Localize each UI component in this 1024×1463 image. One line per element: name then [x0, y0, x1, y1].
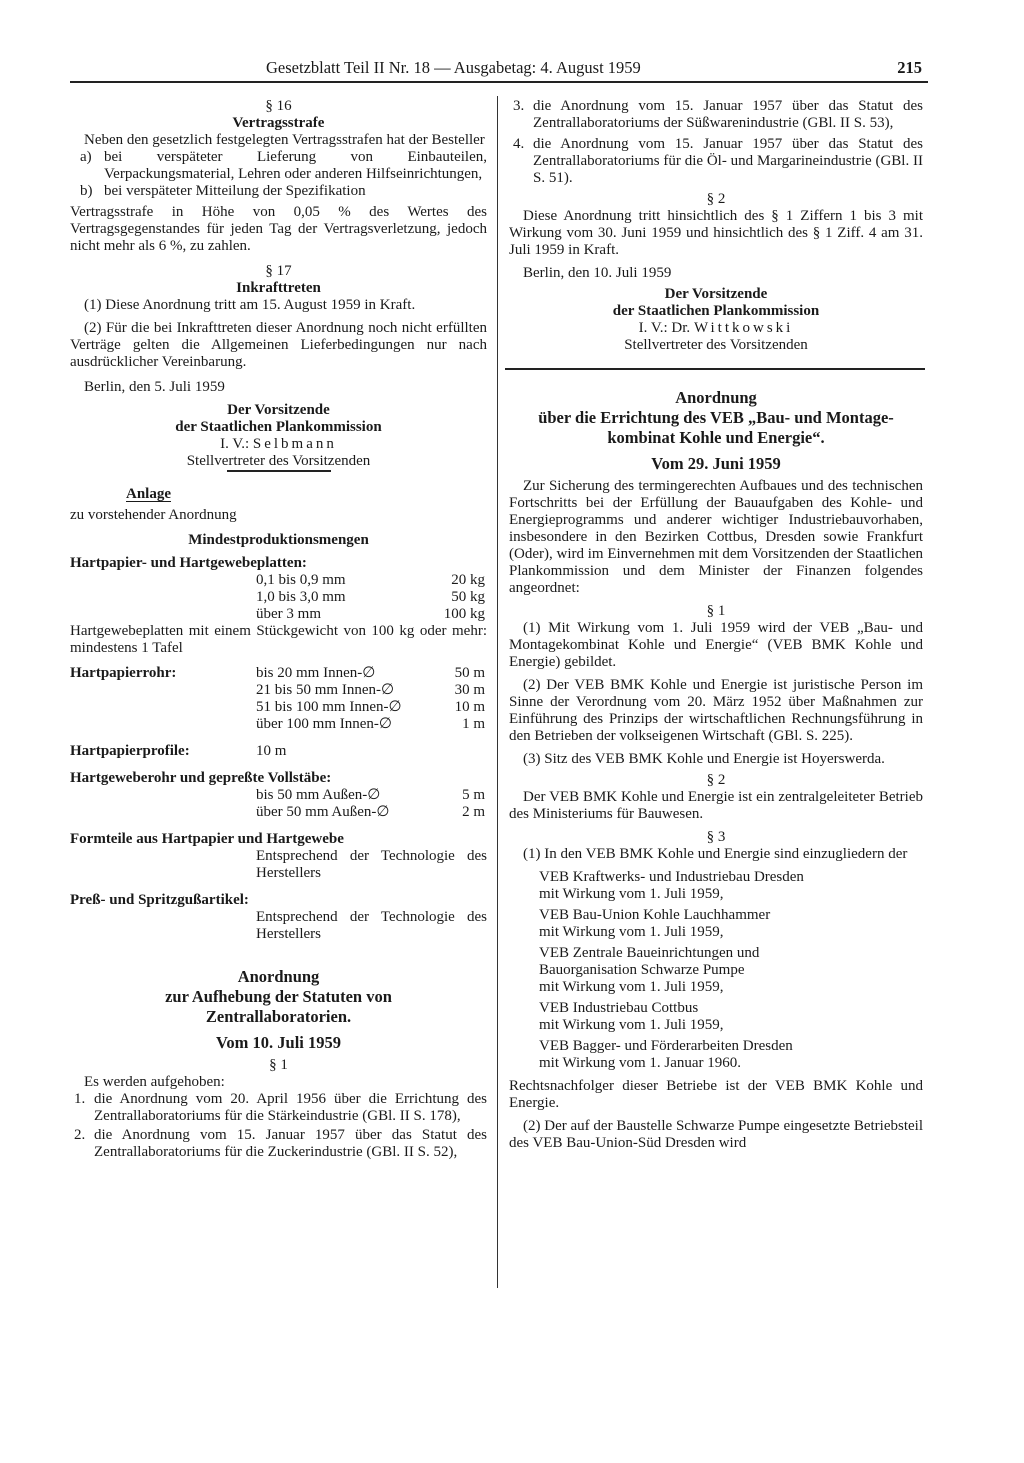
paragraph: Es werden aufgehoben: [84, 1074, 225, 1090]
company-name: VEB Bau-Union Kohle Lauchhammer [539, 907, 771, 923]
signatory: Selbmann [252, 436, 337, 452]
ordinance-title: zur Aufhebung der Statuten von [165, 987, 392, 1006]
paragraph: Diese Anordnung tritt hinsichtlich des § 1 Ziffern 1 bis 3 mit Wirkung vom 30. Juni 1959 und hinsichtlich des § 1 Ziff. 4 am 31. Juli 1959 in Kraft. [509, 208, 923, 258]
value-cell: 50 m [454, 665, 485, 681]
value-cell: 1 m [462, 716, 485, 732]
ordinance-title: Anordnung [237, 967, 320, 986]
paragraph: (1) In den VEB BMK Kohle und Energie sind einzugliedern der [523, 846, 908, 862]
section-number: § 2 [706, 191, 726, 207]
section-number: § 1 [269, 1057, 288, 1073]
list-item [70, 183, 487, 200]
paragraph: (2) Der VEB BMK Kohle und Energie ist juristische Person im Sinne der Verordnung vom 20. März 1952 über Maßnahmen zur Einführung des Prinzips der wirtschaftlichen Rechnungsführung in den Betrieben der volkseigenen Wirtschaft (GBl. S. 225). [509, 677, 923, 744]
value-cell: 50 kg [451, 589, 485, 605]
list-item [509, 1038, 923, 1072]
annex-heading: Mindestproduktionsmengen [188, 532, 369, 548]
list-item-text: die Anordnung vom 15. Januar 1957 über das Statut des Zentrallaboratoriums für die Zuckerindustrie (GBl. II S. 52), [94, 1127, 487, 1160]
value-cell: 5 m [462, 787, 485, 803]
company-effective: mit Wirkung vom 1. Juli 1959, [539, 924, 724, 940]
right-column [509, 98, 923, 1152]
paragraph: Vertragsstrafe in Höhe von 0,05 % des Wertes des Vertragsgegenstandes für jeden Tag der Vertragsverletzung, jedoch nicht mehr als 6 %, zu zahlen. [70, 204, 487, 254]
category-label: Formteile aus Hartpapier und Hartgewebe [70, 831, 344, 847]
divider [505, 368, 925, 370]
divider [227, 470, 331, 472]
signatory: Wittkowski [693, 320, 794, 336]
ordinance-title: Zentrallaboratorien. [205, 1007, 352, 1026]
paragraph: (2) Der auf der Baustelle Schwarze Pumpe eingesetzte Betriebsteil des VEB Bau-Union-Süd Dresden wird [509, 1118, 923, 1151]
company-effective: mit Wirkung vom 1. Juli 1959, [539, 979, 724, 995]
company-name: VEB Zentrale Baueinrichtungen und Bauorganisation Schwarze Pumpe [539, 945, 760, 978]
ordinance-date: Vom 29. Juni 1959 [651, 454, 781, 473]
company-name: VEB Industriebau Cottbus [539, 1000, 699, 1016]
company-effective: mit Wirkung vom 1. Juli 1959, [539, 1017, 724, 1033]
spec-cell: 0,1 bis 0,9 mm [256, 572, 346, 588]
annex-title-line [70, 486, 487, 503]
paragraph: Zur Sicherung des termingerechten Aufbaues und des technischen Fortschritts bei der Erfüllung der Bauaufgaben des Kohle- und Energieprogramms und anderer wichtiger Industriebauvorhaben, insbesondere in den Bezirken Cottbus, Dresden sowie Frankfurt (Oder), wird im Einvernehmen mit dem Vorsitzenden der Staatlichen Plankommission und dem Minister der Finanzen folgendes angeordnet: [509, 478, 923, 596]
annex-title: Anlage [126, 486, 171, 502]
list-item [509, 869, 923, 903]
list-item-text: die Anordnung vom 20. April 1956 über die Errichtung des Zentrallaboratoriums für die Stärkeindustrie (GBl. II S. 178), [94, 1091, 487, 1124]
list-item [509, 907, 923, 941]
ordinance-title: über die Errichtung des VEB „Bau- und Montage- [538, 408, 894, 427]
list-item [509, 98, 923, 132]
company-effective: mit Wirkung vom 1. Juli 1959, [539, 886, 724, 902]
table-row [70, 682, 487, 699]
list-item [509, 1000, 923, 1034]
list-item [70, 1127, 487, 1161]
table-row [70, 743, 487, 760]
signature-name [70, 436, 487, 453]
list-item [509, 945, 923, 996]
signature-place-date: Berlin, den 10. Juli 1959 [523, 265, 672, 281]
spec-cell: 51 bis 100 mm Innen-∅ [256, 699, 402, 715]
signature-office: Der Vorsitzende [227, 402, 330, 418]
list-item-text: die Anordnung vom 15. Januar 1957 über das Statut des Zentrallaboratoriums der Süßwarenindustrie (GBl. II S. 53), [533, 98, 923, 131]
signature-role: Stellvertreter des Vorsitzenden [624, 337, 808, 353]
ordinance-title: Anordnung [675, 388, 757, 407]
table-row [70, 699, 487, 716]
section-title: Vertragsstrafe [232, 115, 325, 131]
list-marker: 2. [74, 1127, 86, 1143]
signature-office: der Staatlichen Plankommission [175, 419, 382, 435]
signature-office: Der Vorsitzende [664, 286, 768, 302]
section-number: § 16 [265, 98, 292, 114]
page-number: 215 [897, 58, 922, 77]
left-column [70, 98, 487, 1161]
section-number: § 17 [265, 263, 292, 279]
table-row [70, 804, 487, 821]
section-title: Inkrafttreten [236, 280, 321, 296]
spec-cell: 10 m [256, 743, 287, 759]
value-cell: 20 kg [451, 572, 485, 588]
list-item-text: bei verspäteter Lieferung von Einbauteilen, Verpackungsmaterial, Lehren oder anderen Hilfseinrichtungen, [104, 149, 487, 182]
category-label: Hartpapierprofile: [70, 743, 190, 759]
table-row [70, 665, 487, 682]
list-item [70, 149, 487, 183]
spec-cell: 21 bis 50 mm Innen-∅ [256, 682, 395, 698]
spec-cell: bis 20 mm Innen-∅ [256, 665, 376, 681]
ordinance-date: Vom 10. Juli 1959 [216, 1033, 341, 1052]
list-item-text: bei verspäteter Mitteilung der Spezifikation [104, 183, 366, 199]
list-marker: 3. [513, 98, 525, 114]
signature-prefix: I. V.: Dr. [638, 320, 691, 336]
signature-prefix: I. V.: [220, 436, 250, 452]
signature-place-date: Berlin, den 5. Juli 1959 [84, 379, 225, 395]
section-number: § 2 [706, 772, 726, 788]
list-marker: a) [80, 149, 92, 165]
spec-cell: über 100 mm Innen-∅ [256, 716, 392, 732]
category-text: Entsprechend der Technologie des Herstellers [256, 848, 487, 881]
spec-cell: bis 50 mm Außen-∅ [256, 787, 381, 803]
company-name: VEB Kraftwerks- und Industriebau Dresden [539, 869, 804, 885]
column-divider [497, 96, 498, 1288]
category-label: Hartpapier- und Hartgewebeplatten: [70, 555, 307, 571]
value-cell: 2 m [462, 804, 485, 820]
table-row [70, 589, 487, 606]
list-marker: 1. [74, 1091, 86, 1107]
paragraph: (3) Sitz des VEB BMK Kohle und Energie ist Hoyerswerda. [523, 751, 885, 767]
category-label: Hartpapierrohr: [70, 665, 177, 681]
value-cell: 10 m [454, 699, 485, 715]
table-row [70, 787, 487, 804]
header-title: Gesetzblatt Teil II Nr. 18 — Ausgabetag: 4. August 1959 [266, 58, 641, 77]
category-label: Hartgeweberohr und gepreßte Vollstäbe: [70, 770, 332, 786]
header-rule [70, 81, 928, 83]
category-note: Hartgewebeplatten mit einem Stückgewicht von 100 kg oder mehr: mindestens 1 Tafel [70, 623, 487, 656]
spec-cell: über 3 mm [256, 606, 321, 622]
list-marker: 4. [513, 136, 525, 152]
list-item [509, 136, 923, 187]
signature-role: Stellvertreter des Vorsitzenden [186, 453, 371, 469]
paragraph: (1) Mit Wirkung vom 1. Juli 1959 wird der VEB „Bau- und Montagekombinat Kohle und Energie“ (VEB BMK Kohle und Energie) gebildet. [509, 620, 923, 670]
value-cell: 30 m [454, 682, 485, 698]
section-number: § 3 [706, 829, 726, 845]
paragraph: (1) Diese Anordnung tritt am 15. August 1959 in Kraft. [84, 297, 416, 313]
paragraph: Neben den gesetzlich festgelegten Vertragsstrafen hat der Besteller [84, 132, 485, 148]
list-marker: b) [80, 183, 93, 199]
ordinance-title: kombinat Kohle und Energie“. [607, 428, 825, 447]
paragraph: Rechtsnachfolger dieser Betriebe ist der VEB BMK Kohle und Energie. [509, 1078, 923, 1111]
value-cell: 100 kg [443, 606, 485, 622]
paragraph: (2) Für die bei Inkrafttreten dieser Anordnung noch nicht erfüllten Verträge gelten die Allgemeinen Lieferbedingungen nur nach ausdrücklicher Vereinbarung. [70, 320, 487, 370]
company-effective: mit Wirkung vom 1. Januar 1960. [539, 1055, 742, 1071]
list-item-text: die Anordnung vom 15. Januar 1957 über das Statut des Zentrallaboratoriums für die Öl- und Margarineindustrie (GBl. II S. 51). [533, 136, 923, 186]
page-header [70, 58, 928, 80]
spec-cell: 1,0 bis 3,0 mm [256, 589, 346, 605]
category-label: Preß- und Spritzgußartikel: [70, 892, 249, 908]
category-text: Entsprechend der Technologie des Herstellers [256, 909, 487, 942]
section-number: § 1 [706, 603, 726, 619]
table-row [70, 606, 487, 623]
annex-subtitle: zu vorstehender Anordnung [70, 507, 237, 523]
company-name: VEB Bagger- und Förderarbeiten Dresden [539, 1038, 793, 1054]
spec-cell: über 50 mm Außen-∅ [256, 804, 390, 820]
table-row [70, 572, 487, 589]
paragraph: Der VEB BMK Kohle und Energie ist ein zentralgeleiteter Betrieb des Ministeriums für Bauwesen. [509, 789, 923, 822]
table-row [70, 716, 487, 733]
signature-name [509, 320, 923, 337]
list-item [70, 1091, 487, 1125]
signature-office: der Staatlichen Plankommission [612, 303, 820, 319]
